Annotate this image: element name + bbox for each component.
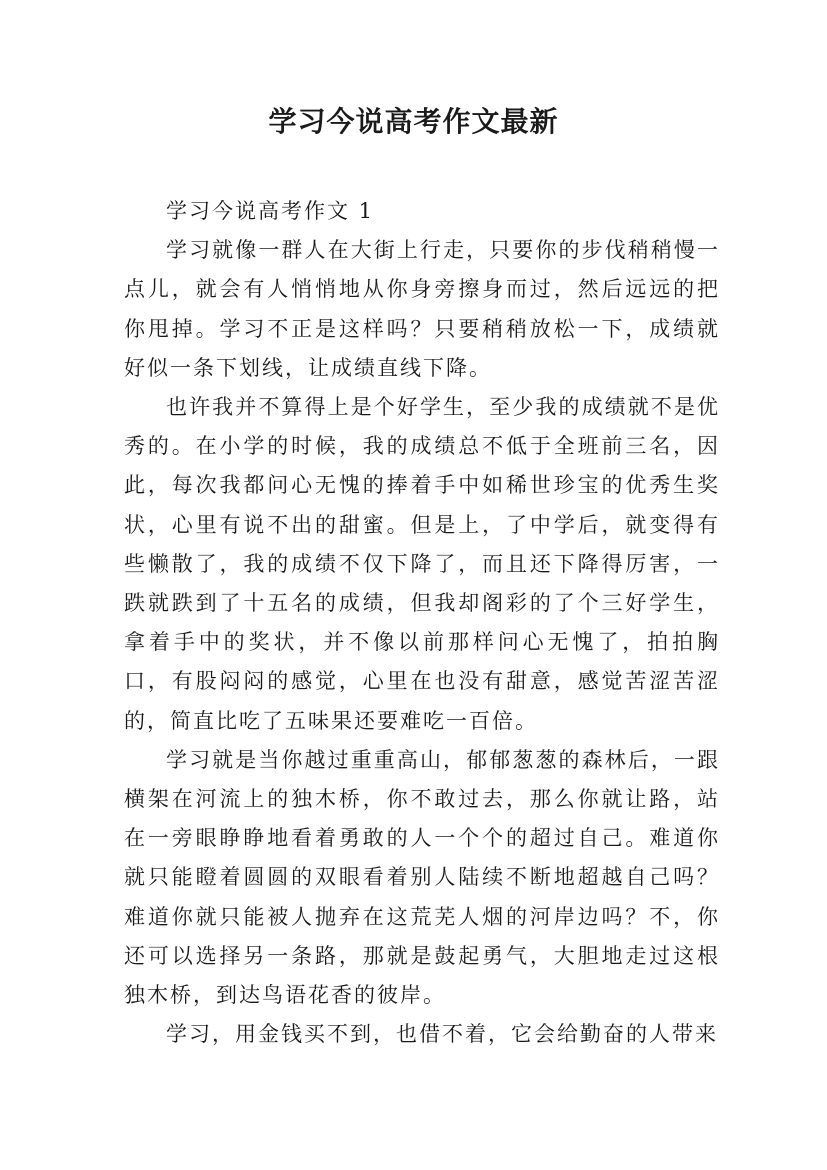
document-title: 学习今说高考作文最新 [268,105,559,138]
paragraph-2: 也许我并不算得上是个好学生，至少我的成绩就不是优秀的。在小学的时候，我的成绩总不低于全班前三名，因此，每次我都问心无愧的捧着手中如稀世珍宝的优秀生奖状，心里有说不出的甜蜜。但是上，了中学后，就变得有些懒散了，我的成绩不仅下降了，而且还下降得厉害，一跌就跌到了十五名的成绩，但我却阁彩的了个三好学生，拿着手中的奖状，并不像以前那样问心无愧了，拍拍胸口，有股闷闷的感觉，心里在也没有甜意，感觉苦涩苦涩的，简直比吃了五味果还要难吃一百倍。 [124,395,720,733]
paragraph-1: 学习就像一群人在大街上行走，只要你的步伐稍稍慢一点儿，就会有人悄悄地从你身旁擦身而过，然后远远的把你甩掉。学习不正是这样吗？只要稍稍放松一下，成绩就好似一条下划线，让成绩直线下降。 [124,238,720,380]
paragraph-4: 学习，用金钱买不到，也借不着，它会给勤奋的人带来 [166,1022,718,1047]
essay-subheading: 学习今说高考作文 1 [166,199,375,223]
paragraph-3: 学习就是当你越过重重高山，郁郁葱葱的森林后，一跟横架在河流上的独木桥，你不敢过去，那么你就让路，站在一旁眼睁睁地看着勇敢的人一个个的超过自己。难道你就只能瞪着圆圆的双眼看着别人陆续不断地超越自己吗？难道你就只能被人抛弃在这荒芜人烟的河岸边吗？不，你还可以选择另一条路，那就是鼓起勇气，大胆地走过这根独木桥，到达鸟语花香的彼岸。 [124,747,720,1008]
document-body [124,192,720,1054]
